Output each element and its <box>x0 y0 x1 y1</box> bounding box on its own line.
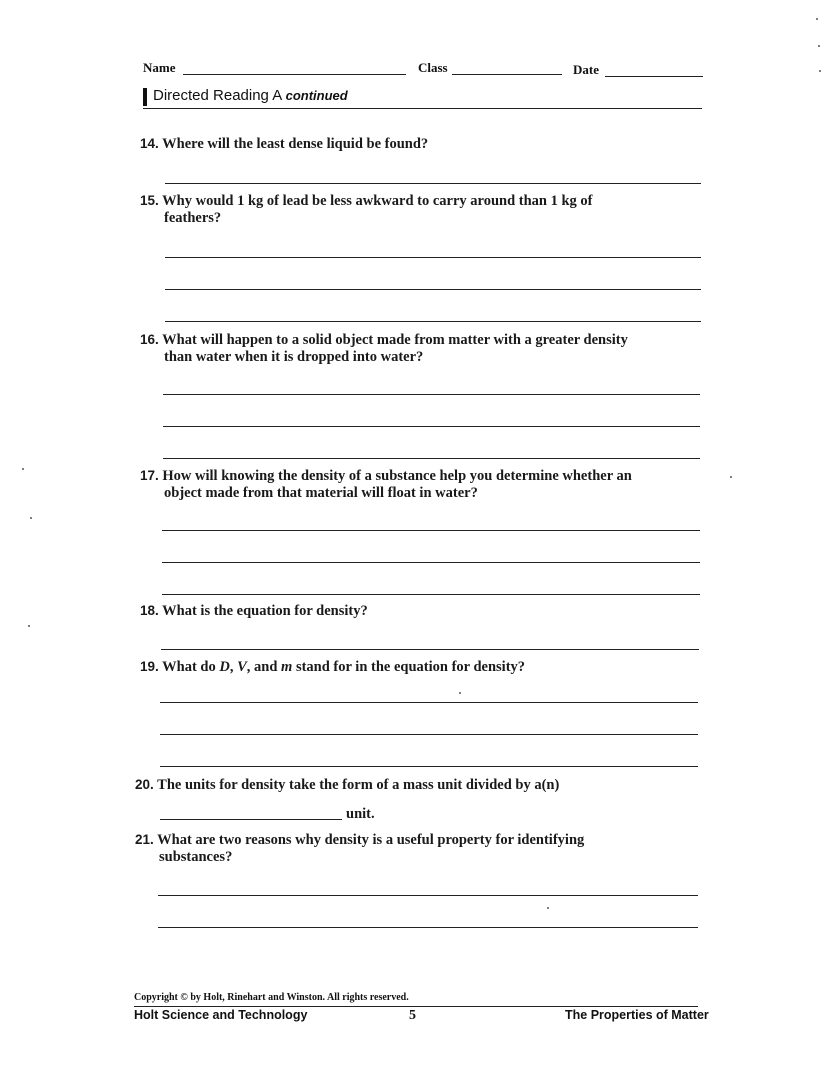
question-text-post: stand for in the equation for density? <box>292 659 526 675</box>
question-text-cont: than water when it is dropped into water? <box>164 349 424 365</box>
question-text: Where will the least dense liquid be found? <box>162 136 429 152</box>
answer-line-16-1[interactable] <box>163 394 700 395</box>
question-17 <box>140 467 700 502</box>
answer-line-15-2[interactable] <box>165 289 701 290</box>
answer-line-16-2[interactable] <box>163 426 700 427</box>
question-18 <box>140 602 700 620</box>
publisher-label: Holt Science and Technology <box>134 1008 308 1022</box>
date-field[interactable] <box>605 76 703 77</box>
scan-speck <box>22 468 24 470</box>
answer-line-17-2[interactable] <box>162 562 700 563</box>
question-text-pre: What do <box>162 659 220 675</box>
question-text: What is the equation for density? <box>162 603 368 619</box>
answer-line-21-1[interactable] <box>158 895 698 896</box>
variable-d: D <box>219 659 230 675</box>
scan-speck <box>730 476 732 478</box>
question-15 <box>140 192 700 227</box>
answer-line-19-3[interactable] <box>160 766 698 767</box>
question-19 <box>140 658 700 676</box>
question-text: How will knowing the density of a substance help you determine whether an <box>162 468 632 484</box>
question-20 <box>135 776 695 794</box>
separator: , <box>229 659 238 675</box>
question-number: 17. <box>140 468 159 483</box>
unit-label: unit. <box>346 806 375 822</box>
answer-line-21-2[interactable] <box>158 927 698 928</box>
question-number: 18. <box>140 603 159 618</box>
question-21 <box>135 831 695 866</box>
section-title-main: Directed Reading A <box>153 87 282 104</box>
scan-speck <box>28 625 30 627</box>
question-number: 20. <box>135 777 154 792</box>
scan-speck <box>818 45 820 47</box>
chapter-title: The Properties of Matter <box>565 1008 709 1022</box>
scan-speck <box>459 692 461 694</box>
answer-line-16-3[interactable] <box>163 458 700 459</box>
question-text: What are two reasons why density is a useful property for identifying <box>157 832 585 848</box>
answer-line-19-2[interactable] <box>160 734 698 735</box>
section-continued: continued <box>285 88 348 103</box>
answer-line-15-1[interactable] <box>165 257 701 258</box>
scan-speck <box>30 517 32 519</box>
date-label: Date <box>573 62 599 77</box>
question-number: 15. <box>140 193 159 208</box>
question-text: What will happen to a solid object made from matter with a greater density <box>162 332 628 348</box>
answer-line-17-3[interactable] <box>162 594 700 595</box>
question-text: Why would 1 kg of lead be less awkward to carry around than 1 kg of <box>162 193 593 209</box>
answer-line-18-1[interactable] <box>161 649 699 650</box>
class-label: Class <box>418 60 448 75</box>
banner-bar <box>143 88 147 106</box>
variable-m: m <box>281 659 293 675</box>
scan-speck <box>547 907 549 909</box>
page-number: 5 <box>409 1008 416 1023</box>
question-16 <box>140 331 700 366</box>
answer-line-15-3[interactable] <box>165 321 701 322</box>
section-banner <box>143 86 702 109</box>
name-label: Name <box>143 60 176 75</box>
answer-line-19-1[interactable] <box>160 702 698 703</box>
question-number: 21. <box>135 832 154 847</box>
copyright-notice: Copyright © by Holt, Rinehart and Winston. All rights reserved. <box>134 992 409 1003</box>
answer-line-17-1[interactable] <box>162 530 700 531</box>
answer-line-14-1[interactable] <box>165 183 701 184</box>
section-title <box>153 87 348 104</box>
question-14 <box>140 135 700 153</box>
question-text-cont: feathers? <box>164 210 222 226</box>
name-field[interactable] <box>183 74 406 75</box>
separator: , and <box>246 659 282 675</box>
scan-speck <box>816 18 818 20</box>
answer-blank-20[interactable] <box>160 819 342 820</box>
scan-speck <box>819 70 821 72</box>
question-text-cont: object made from that material will float in water? <box>164 485 478 501</box>
question-number: 14. <box>140 136 159 151</box>
question-number: 19. <box>140 659 159 674</box>
question-number: 16. <box>140 332 159 347</box>
variable-v: V <box>237 659 247 675</box>
question-text: The units for density take the form of a mass unit divided by a(n) <box>157 777 560 793</box>
footer-divider <box>134 1006 698 1007</box>
class-field[interactable] <box>452 74 562 75</box>
question-text-cont: substances? <box>159 849 233 865</box>
